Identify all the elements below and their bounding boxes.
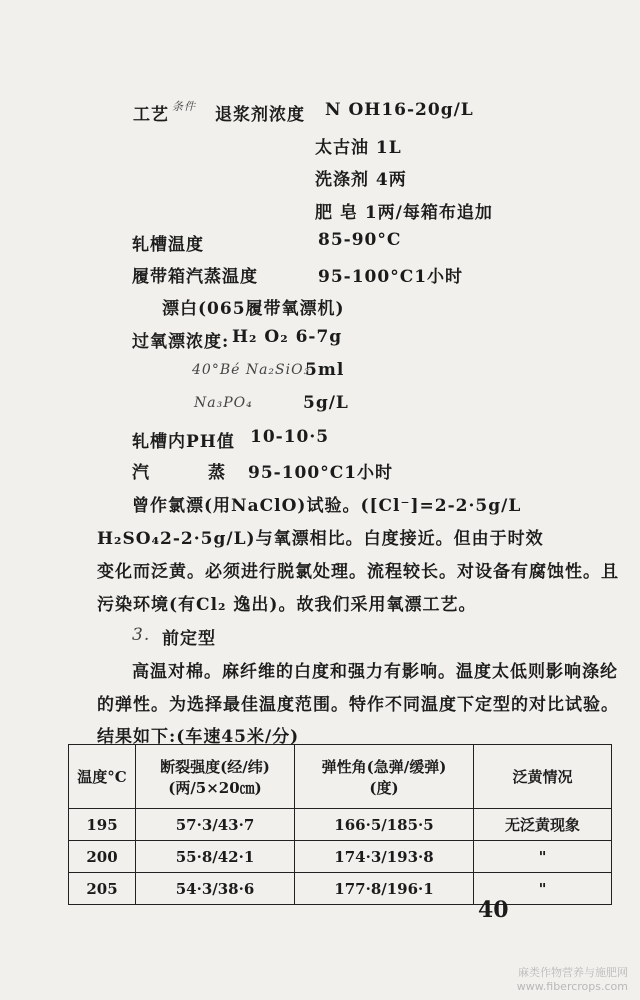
paragraph-line-2: H₂SO₄2-2·5g/L)与氧漂相比。白度接近。但由于时效: [97, 529, 544, 549]
steam-label-1: 汽: [132, 463, 150, 483]
watermark-line-2: www.fibercrops.com: [516, 980, 628, 993]
header-break-line2: (两/5×20㎝): [168, 778, 262, 797]
header-angle-line2: (度): [369, 778, 399, 797]
desizing-label: 退浆剂浓度: [215, 105, 305, 125]
steam-value: 95-100°C1小时: [248, 463, 394, 483]
peroxide-value: H₂ O₂ 6-7g: [232, 327, 343, 347]
header-yellowing: 泛黄情况: [474, 745, 612, 809]
table-header-row: [69, 745, 612, 809]
cell-yellowing: ": [474, 841, 612, 873]
page-number: 40: [478, 897, 509, 923]
cell-yellowing: 无泛黄现象: [474, 809, 612, 841]
soap-line: 肥 皂 1两/每箱布追加: [315, 203, 493, 223]
padding-temp-label: 轧槽温度: [132, 235, 204, 255]
process-label: 工艺: [133, 105, 169, 125]
ph-label: 轧槽内PH值: [132, 432, 235, 452]
table-row: [69, 809, 612, 841]
silicate-handwritten: 40°Bé Na₂SiO₃: [192, 362, 311, 378]
padding-temp-value: 85-90°C: [318, 230, 402, 250]
detergent-line: 洗涤剂 4两: [315, 170, 407, 190]
section-number: 3.: [132, 625, 151, 645]
paragraph-line-5: 高温对棉。麻纤维的白度和强力有影响。温度太低则影响涤纶: [132, 662, 618, 682]
steam-label-2: 蒸: [208, 463, 226, 483]
cell-temp: 200: [69, 841, 136, 873]
paragraph-line-1: 曾作氯漂(用NaClO)试验。([Cl⁻]=2-2·5g/L: [132, 496, 522, 516]
header-break: [136, 745, 295, 809]
cell-break: 55·8/42·1: [136, 841, 295, 873]
header-angle-line1: 弹性角(急弹/缓弹): [321, 757, 447, 776]
paragraph-line-7: 结果如下:(车速45米/分): [97, 727, 300, 747]
cell-temp: 205: [69, 873, 136, 905]
paragraph-line-4: 污染环境(有Cl₂ 逸出)。故我们采用氧漂工艺。: [97, 595, 477, 615]
cell-break: 57·3/43·7: [136, 809, 295, 841]
silicate-value: 5ml: [305, 360, 345, 380]
ph-value: 10-10·5: [250, 427, 330, 447]
desizing-value: N OH16-20g/L: [325, 100, 474, 120]
cell-temp: 195: [69, 809, 136, 841]
phosphate-handwritten: Na₃PO₄: [194, 395, 253, 411]
watermark-line-1: 麻类作物营养与施肥网: [518, 966, 628, 979]
cell-angle: 174·3/193·8: [295, 841, 474, 873]
phosphate-value: 5g/L: [303, 393, 349, 413]
cell-break: 54·3/38·6: [136, 873, 295, 905]
turkey-oil-line: 太古油 1L: [315, 138, 402, 158]
steam-temp-label: 履带箱汽蒸温度: [132, 267, 258, 287]
watermark: [517, 966, 628, 994]
steam-temp-value: 95-100°C1小时: [318, 267, 464, 287]
header-temp: 温度°C: [69, 745, 136, 809]
cell-angle: 166·5/185·5: [295, 809, 474, 841]
cell-angle: 177·8/196·1: [295, 873, 474, 905]
header-angle: [295, 745, 474, 809]
cell-yellowing: ": [474, 873, 612, 905]
table-row: [69, 873, 612, 905]
peroxide-label: 过氧漂浓度:: [132, 332, 230, 352]
paragraph-line-6: 的弹性。为选择最佳温度范围。特作不同温度下定型的对比试验。: [97, 695, 619, 715]
condition-handwritten: 条件: [172, 100, 196, 113]
bleaching-heading: 漂白(065履带氧漂机): [162, 299, 345, 319]
section-title: 前定型: [162, 629, 216, 649]
header-break-line1: 断裂强度(经/纬): [160, 757, 270, 776]
paragraph-line-3: 变化而泛黄。必须进行脱氯处理。流程较长。对设备有腐蚀性。且: [97, 562, 619, 582]
results-table: [68, 744, 612, 905]
table-row: [69, 841, 612, 873]
